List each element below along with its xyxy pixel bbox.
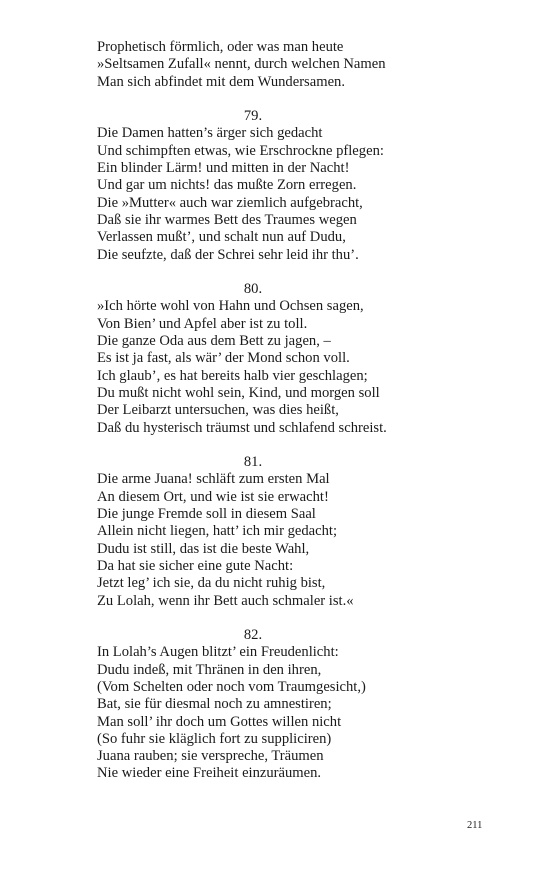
- verse-line: »Ich hörte wohl von Hahn und Ochsen sagen,: [97, 298, 364, 315]
- stanza-80: [97, 281, 477, 437]
- stanza-79: [97, 108, 477, 264]
- verse-line: Die junge Fremde soll in diesem Saal: [97, 506, 316, 523]
- verse-line: Es ist ja fast, als wär’ der Mond schon voll.: [97, 350, 350, 367]
- stanza-number: 81.: [243, 454, 263, 471]
- stanza-82: [97, 627, 477, 783]
- stanza-81: [97, 454, 477, 610]
- verse-line: Dudu indeß, mit Thränen in den ihren,: [97, 661, 322, 678]
- verse-line: Allein nicht liegen, hatt’ ich mir gedacht;: [97, 523, 338, 540]
- verse-line: In Lolah’s Augen blitzt’ ein Freudenlicht:: [97, 644, 339, 661]
- verse-line: Da hat sie sicher eine gute Nacht:: [97, 557, 294, 574]
- verse-line: Bat, sie für diesmal noch zu amnestiren;: [97, 696, 332, 713]
- verse-line: Die Damen hatten’s ärger sich gedacht: [97, 125, 323, 142]
- verse-line: Die seufzte, daß der Schrei sehr leid ihr thu’.: [97, 246, 359, 263]
- verse-line: Ein blinder Lärm! und mitten in der Nacht!: [97, 160, 350, 177]
- verse-line: Du mußt nicht wohl sein, Kind, und morgen soll: [97, 384, 380, 401]
- verse-line: Der Leibarzt untersuchen, was dies heißt,: [97, 402, 339, 419]
- page-number: 211: [467, 820, 483, 831]
- verse-line: Und schimpften etwas, wie Erschrockne pflegen:: [97, 142, 384, 159]
- verse-line: Prophetisch förmlich, oder was man heute: [97, 39, 344, 55]
- verse-line: Jetzt leg’ ich sie, da du nicht ruhig bist,: [97, 575, 326, 592]
- verse-line: Man soll’ ihr doch um Gottes willen nicht: [97, 713, 342, 730]
- verse-line: Daß sie ihr warmes Bett des Traumes wegen: [97, 211, 357, 228]
- verse-line: Ich glaub’, es hat bereits halb vier geschlagen;: [97, 367, 368, 384]
- verse-line: Die »Mutter« auch war ziemlich aufgebracht,: [97, 194, 363, 211]
- verse-line: An diesem Ort, und wie ist sie erwacht!: [97, 488, 329, 505]
- opening-lines: [97, 39, 477, 91]
- verse-line: (So fuhr sie kläglich fort zu suppliciren): [97, 730, 332, 747]
- stanza-number: 80.: [243, 281, 263, 298]
- poem-text: [97, 39, 477, 783]
- verse-line: Und gar um nichts! das mußte Zorn erregen.: [97, 177, 357, 194]
- verse-line: Die ganze Oda aus dem Bett zu jagen, –: [97, 333, 331, 350]
- stanza-number: 82.: [243, 627, 263, 644]
- verse-line: Dudu ist still, das ist die beste Wahl,: [97, 540, 310, 557]
- verse-line: »Seltsamen Zufall« nennt, durch welchen Namen: [97, 56, 386, 73]
- verse-line: Von Bien’ und Apfel aber ist zu toll.: [97, 315, 308, 332]
- verse-line: Daß du hysterisch träumst und schlafend schreist.: [97, 419, 387, 436]
- verse-line: Nie wieder eine Freiheit einzuräumen.: [97, 765, 322, 782]
- verse-line: Man sich abfindet mit dem Wundersamen.: [97, 73, 345, 90]
- stanza-number: 79.: [243, 108, 263, 125]
- verse-line: Juana rauben; sie verspreche, Träumen: [97, 748, 324, 765]
- verse-line: Die arme Juana! schläft zum ersten Mal: [97, 471, 330, 488]
- verse-line: (Vom Schelten oder noch vom Traumgesicht,): [97, 678, 366, 695]
- verse-line: Verlassen mußt’, und schalt nun auf Dudu,: [97, 229, 346, 246]
- verse-line: Zu Lolah, wenn ihr Bett auch schmaler ist.«: [97, 592, 354, 609]
